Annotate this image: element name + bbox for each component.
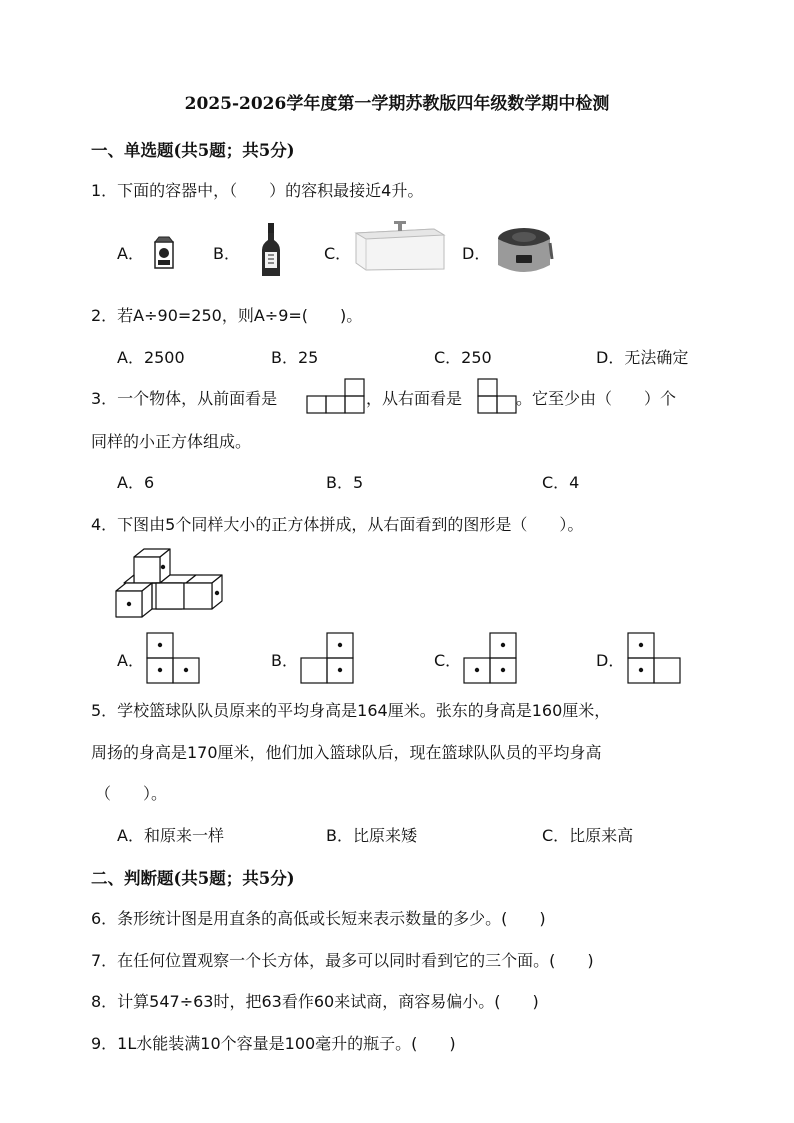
q1-option-d-label[interactable]: D． [462, 244, 491, 263]
q3-option-a[interactable]: A．6 [117, 473, 155, 492]
q4-option-d-figure [627, 632, 681, 684]
q2-option-d[interactable]: D．无法确定 [596, 348, 689, 367]
q3-option-c[interactable]: C．4 [542, 473, 580, 492]
q2-option-a[interactable]: A．2500 [117, 348, 185, 367]
question-3-text-part4: 同样的小正方体组成。 [91, 432, 252, 451]
rice-cooker-icon [494, 225, 554, 277]
section-heading-true-false: 二、判断题(共5题；共5分) [91, 869, 295, 888]
question-8-text: 8．计算547÷63时，把63看作60来试商，商容易偏小。( ) [91, 992, 539, 1011]
cube-assembly-figure [114, 547, 226, 623]
question-2-text: 2．若A÷90=250，则A÷9=( )。 [91, 306, 363, 325]
soy-sauce-bottle-icon [259, 222, 283, 278]
milk-carton-icon [152, 236, 176, 270]
q1-option-b-label[interactable]: B． [213, 244, 240, 263]
right-view-figure [477, 378, 517, 414]
q2-option-b[interactable]: B．25 [271, 348, 319, 367]
question-5-text-line3: （ ）。 [95, 784, 168, 803]
section-heading-single-choice: 一、单选题(共5题；共5分) [91, 141, 295, 160]
q3-option-b[interactable]: B．5 [326, 473, 364, 492]
q4-option-b-label[interactable]: B． [271, 651, 298, 670]
question-7-text: 7．在任何位置观察一个长方体，最多可以同时看到它的三个面。( ) [91, 951, 594, 970]
question-5-text-line1: 5．学校篮球队队员原来的平均身高是164厘米。张东的身高是160厘米， [91, 701, 611, 720]
question-5-text-line2: 周扬的身高是170厘米，他们加入篮球队后，现在篮球队队员的平均身高 [91, 743, 602, 762]
question-3-text-part2: ，从右面看是 [366, 389, 463, 408]
question-6-text: 6．条形统计图是用直条的高低或长短来表示数量的多少。( ) [91, 909, 546, 928]
q4-option-a-label[interactable]: A． [117, 651, 144, 670]
q1-option-c-label[interactable]: C． [324, 244, 352, 263]
front-view-figure [306, 378, 366, 414]
q4-option-c-figure [463, 632, 517, 684]
bathtub-icon [354, 219, 446, 271]
q4-option-d-label[interactable]: D． [596, 651, 625, 670]
q5-option-c[interactable]: C．比原来高 [542, 826, 634, 845]
question-3-text-part1: 3．一个物体，从前面看是 [91, 389, 278, 408]
question-3-text-part3: 。它至少由（ ）个 [516, 389, 677, 408]
question-9-text: 9．1L水能装满10个容量是100毫升的瓶子。( ) [91, 1034, 456, 1053]
q5-option-a[interactable]: A．和原来一样 [117, 826, 224, 845]
q5-option-b[interactable]: B．比原来矮 [326, 826, 417, 845]
question-1-text: 1．下面的容器中，（ ）的容积最接近4升。 [91, 181, 424, 200]
question-4-text: 4．下图由5个同样大小的正方体拼成，从右面看到的图形是（ ）。 [91, 515, 584, 534]
page-title: 2025-2026学年度第一学期苏教版四年级数学期中检测 [184, 94, 610, 114]
q4-option-b-figure [300, 632, 354, 684]
q4-option-a-figure [146, 632, 200, 684]
q2-option-c[interactable]: C．250 [434, 348, 492, 367]
q1-option-a-label[interactable]: A． [117, 244, 144, 263]
q4-option-c-label[interactable]: C． [434, 651, 462, 670]
